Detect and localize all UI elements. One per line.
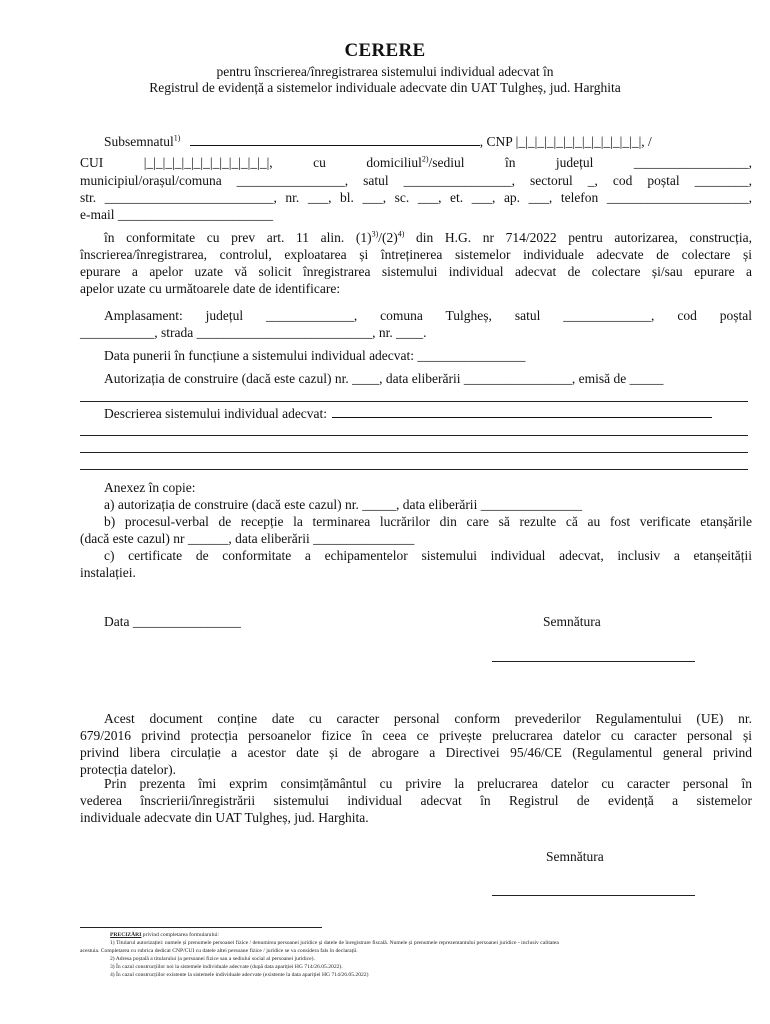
- description-field[interactable]: [332, 407, 712, 418]
- footnote-heading: PRECIZĂRI privind completarea formularului:: [110, 932, 219, 938]
- location-line-1: Amplasament: județul _____________, comuna Tulgheș, satul _____________, cod poștal: [104, 308, 752, 323]
- footnote-3: 3) În cazul construcțiilor noi la sistemele individuale adecvate (după data apariției HG 714/26.05.2022).: [110, 964, 343, 970]
- gdpr-line-4: protecția datelor).: [80, 762, 176, 777]
- footnote-4: 4) În cazul construcțiilor existente la sistemele individuale adecvate (existente la data apariției HG 714/26.05.2022): [110, 972, 369, 978]
- applicant-line-2: CUI |_|_|_|_|_|_|_|_|_|_|_|_|_|, cu domiciliul$^{2)}$/sediul în județul _________________,: [80, 154, 752, 170]
- system-description-line: Descrierea sistemului individual adecvat:: [104, 406, 752, 422]
- blank-line[interactable]: [80, 401, 748, 402]
- annex-b-line-1: b) procesul-verbal de recepție la terminarea lucrărilor din care să rezulte că au fost verificate etanșările: [104, 514, 752, 529]
- subsemnatul-label: Subsemnatul: [104, 134, 174, 149]
- description-line-3[interactable]: [80, 469, 748, 470]
- building-permit-line: Autorizația de construire (dacă este cazul) nr. ____, data eliberării ________________, emisă de _____: [104, 371, 664, 386]
- annex-b-line-2: (dacă este cazul) nr ______, data eliberării _______________: [80, 531, 415, 546]
- legal-line-3: epurare a apelor uzate vă solicit înregistrarea sistemului individual adecvat de colectare și/sau epurare a: [80, 264, 752, 279]
- footnote-2: 2) Adresa poștală a titularului (a persoanei fizice sau a sediului social al persoanei juridice).: [110, 956, 315, 962]
- annex-c-line-1: c) certificate de conformitate a echipamentelor sistemului individual adecvat, inclusiv a etanșeității: [104, 548, 752, 563]
- legal-line-2: înscrierea/înregistrarea, controlul, exploatarea și întreținerea sistemelor individuale adecvate de colectare și: [80, 247, 752, 262]
- commissioning-date-line: Data punerii în funcțiune a sistemului individual adecvat: ________________: [104, 348, 526, 363]
- subtitle-line-2: Registrul de evidență a sistemelor individuale adecvate din UAT Tulgheș, jud. Harghita: [149, 80, 621, 95]
- description-line-2[interactable]: [80, 452, 748, 453]
- signature-label-1: Semnătura: [543, 614, 601, 629]
- consent-line-3: individuale adecvate din UAT Tulgheș, jud. Harghita.: [80, 810, 369, 825]
- signature-line-1[interactable]: [492, 661, 695, 662]
- signature-line-2[interactable]: [492, 895, 695, 896]
- footnote-1a: 1) Titularul autorizației: numele și prenumele persoanei fizice / denumirea persoanei juridice și datele de înregistrare fiscală. Numele și prenumele reprezentantului persoanei juridice - inclusiv calitatea: [110, 940, 559, 946]
- consent-line-2: vederea înscrierii/înregistrării sistemului individual adecvat în Registrul de evidență a sistemelor: [80, 793, 752, 808]
- annex-c-line-2: instalației.: [80, 565, 136, 580]
- applicant-line-3: municipiul/orașul/comuna ________________, satul ________________, sectorul _, cod poștal ________,: [80, 173, 752, 188]
- footnote-separator: [80, 927, 322, 928]
- signature-label-2: Semnătura: [546, 849, 604, 864]
- consent-line-1: Prin prezenta îmi exprim consimțământul cu privire la prelucrarea datelor cu caracter personal în: [104, 776, 752, 791]
- footnote-1b: acestuia. Completarea cu rubrica dedicat CNP/CUI cu datele altei persoane fizice / juridice se va considera fals în declarații.: [80, 948, 358, 954]
- applicant-line-1: Subsemnatul$^{1)}$ , CNP |_|_|_|_|_|_|_|_|_|_|_|_|_|, /: [104, 133, 652, 149]
- location-line-2: ___________, strada __________________________, nr. ____.: [80, 325, 427, 340]
- applicant-line-4: str. _________________________, nr. ___, bl. ___, sc. ___, et. ___, ap. ___, telefon _____________________,: [80, 190, 752, 205]
- name-field[interactable]: [190, 135, 480, 146]
- annex-heading: Anexez în copie:: [104, 480, 196, 495]
- legal-line-1: în conformitate cu prev art. 11 alin. $(1)^{3)}/(2)^{4)}$ din H.G. nr 714/2022 pentru autorizarea, construcția,: [104, 229, 752, 245]
- description-line-1[interactable]: [80, 435, 748, 436]
- gdpr-line-3: privind libera circulație a acestor date și de abrogare a Directivei 95/46/CE (Regulamentul general privind: [80, 745, 752, 760]
- legal-line-4: apelor uzate cu următoarele date de identificare:: [80, 281, 341, 296]
- gdpr-line-2: 679/2016 privind protecția persoanelor fizice în ceea ce privește prelucrarea datelor cu caracter personal și: [80, 728, 752, 743]
- subtitle-line-1: pentru înscrierea/înregistrarea sistemului individual adecvat în: [216, 64, 554, 79]
- gdpr-line-1: Acest document conține date cu caracter personal conform prevederilor Regulamentului (UE) nr.: [104, 711, 752, 726]
- date-field: Data ________________: [104, 614, 241, 629]
- document-title: CERERE: [344, 40, 426, 61]
- cnp-label: , CNP |_|_|_|_|_|_|_|_|_|_|_|_|_|, /: [479, 134, 652, 149]
- applicant-line-5: e-mail _______________________: [80, 207, 274, 222]
- annex-a: a) autorizația de construire (dacă este cazul) nr. _____, data eliberării _______________: [104, 497, 582, 512]
